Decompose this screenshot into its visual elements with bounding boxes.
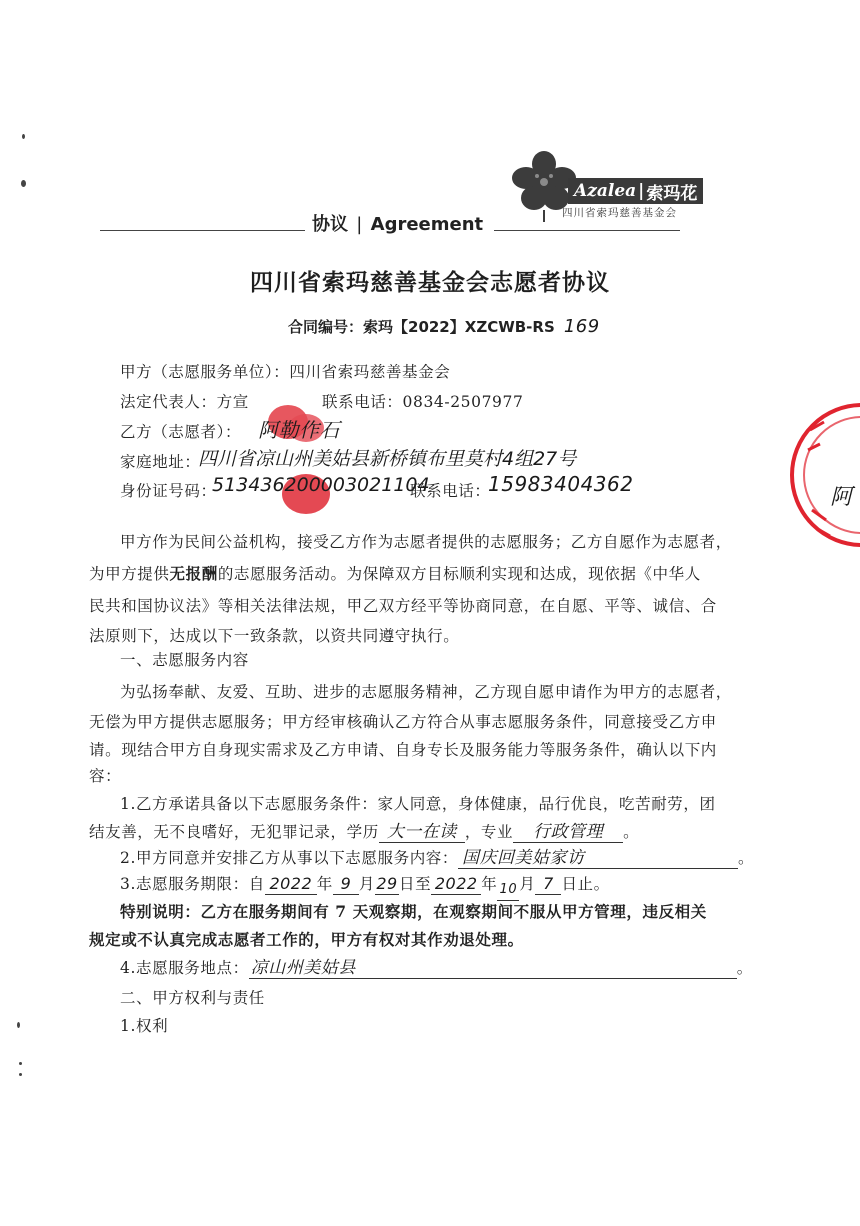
party-b-label: 乙方（志愿者）： (120, 423, 242, 441)
party-b-phone-handwritten: 15983404362 (488, 472, 634, 496)
binding-mark (22, 134, 25, 139)
legal-rep-value: 方宣 (216, 393, 249, 411)
item-1-line-2-pre: 结友善，无不良嗜好，无犯罪记录，学历 (89, 823, 379, 841)
logo-brand-latin: Azalea (574, 181, 637, 201)
right-edge-seal (790, 400, 860, 550)
item-1-line-2 (89, 822, 639, 843)
item-3-line (120, 874, 610, 901)
party-b-phone-label: 联系电话： (410, 482, 491, 500)
id-line (120, 481, 217, 501)
address-line (120, 452, 201, 472)
party-b-phone (410, 481, 491, 501)
intro-line-2 (89, 564, 701, 584)
section-1-para-line-2: 无偿为甲方提供志愿服务；甲方经审核确认乙方符合从事志愿服务条件，同意接受乙方申 (89, 713, 717, 731)
binding-mark (19, 1062, 22, 1065)
party-b-handwritten-name: 阿勒作石 (258, 418, 340, 442)
special-note-line-1: 特别说明：乙方在服务期间有 7 天观察期，在观察期间不服从甲方管理，违反相关 (120, 902, 707, 921)
section-1-para-line-1: 为弘扬奉献、友爱、互助、进步的志愿服务精神，乙方现自愿申请作为甲方的志愿者， (120, 683, 732, 701)
header-separator: | (356, 214, 363, 235)
section-2-heading: 二、甲方权利与责任 (120, 989, 265, 1007)
binding-mark (21, 180, 26, 187)
item-1-end: 。 (623, 823, 640, 841)
section-2-sub-1: 1.权利 (120, 1017, 169, 1035)
document-title: 四川省索玛慈善基金会志愿者协议 (250, 270, 610, 296)
binding-mark (17, 1022, 20, 1028)
header-section-en: Agreement (370, 214, 484, 235)
intro-line-3: 民共和国协议法》等相关法律法规，甲乙双方经平等协商同意，在自愿、平等、诚信、合 (89, 597, 717, 615)
right-edge-handwritten: 阿 (830, 485, 853, 510)
contract-number-line (288, 316, 600, 337)
party-a-value: 四川省索玛慈善基金会 (289, 363, 451, 381)
item-3-month-2-label: 月 (519, 875, 536, 893)
intro-line-1: 甲方作为民间公益机构，接受乙方作为志愿者提供的志愿服务；乙方自愿作为志愿者， (120, 533, 732, 551)
item-2-end: 。 (738, 849, 755, 867)
major-handwritten: 行政管理 (513, 822, 623, 843)
item-3-pre: 3.志愿服务期限：自 (120, 875, 265, 893)
item-3-end: 日止。 (561, 875, 610, 893)
item-1-line-1: 1.乙方承诺具备以下志愿服务条件：家人同意，身体健康，品行优良，吃苦耐劳，团 (120, 795, 716, 813)
party-a-label: 甲方（志愿服务单位）： (120, 363, 290, 381)
header-title (312, 210, 483, 236)
section-1-heading: 一、志愿服务内容 (120, 651, 249, 669)
legal-rep-line (120, 392, 249, 412)
item-4-pre: 4.志愿服务地点： (120, 959, 249, 977)
party-b-line (120, 422, 241, 442)
party-a-phone-label: 联系电话： (322, 393, 403, 411)
logo-separator: | (638, 181, 645, 201)
intro-line-4: 法原则下，达成以下一致条款，以资共同遵守执行。 (89, 627, 460, 645)
logo (510, 150, 700, 220)
service-content-handwritten: 国庆回美姑家访 (458, 848, 738, 869)
start-day-handwritten: 29 (376, 874, 398, 893)
party-a-phone (322, 392, 523, 412)
item-1-mid: ，专业 (464, 823, 514, 841)
address-handwritten: 四川省凉山州美姑县新桥镇布里莫村4组27号 (198, 448, 577, 470)
end-day-handwritten: 7 (535, 874, 561, 895)
item-3-year-2-label: 年 (481, 875, 498, 893)
logo-brand-box (568, 178, 703, 204)
contract-number-label: 合同编号：索玛【2022】XZCWB-RS (288, 318, 555, 336)
contract-number-handwritten: 169 (563, 316, 600, 337)
education-handwritten: 大一在读 (379, 822, 465, 843)
item-3-month-1-label: 月 (358, 875, 376, 893)
end-month-handwritten: 10 (497, 880, 519, 901)
special-note-line-2: 规定或不认真完成志愿者工作的，甲方有权对其作劝退处理。 (89, 930, 524, 949)
address-label: 家庭地址： (120, 453, 201, 471)
intro-line-2-post: 的志愿服务活动。为保障双方目标顺利实现和达成，现依据《中华人 (217, 565, 701, 583)
binding-mark (19, 1073, 22, 1076)
header-rule-right (494, 230, 680, 231)
start-month-handwritten: 9 (333, 874, 359, 895)
legal-rep-label: 法定代表人： (120, 393, 217, 411)
item-4-line (120, 958, 753, 979)
logo-brand-cn: 索玛花 (646, 183, 698, 204)
section-1-para-line-4: 容： (89, 767, 122, 785)
logo-org-name: 四川省索玛慈善基金会 (562, 207, 677, 219)
id-handwritten: 513436200003021104 (212, 474, 430, 496)
service-location-handwritten: 凉山州美姑县 (249, 958, 737, 979)
party-a-phone-value: 0834-2507977 (402, 393, 524, 411)
id-label: 身份证号码： (120, 482, 217, 500)
item-3-year-1-label: 年 (316, 875, 333, 893)
item-3-mid: 日至 (399, 875, 432, 893)
item-2-line (120, 848, 754, 869)
header-section-cn: 协议 (312, 214, 348, 235)
intro-line-2-pre: 为甲方提供 (89, 565, 170, 583)
intro-line-2-bold: 无报酬 (169, 564, 218, 583)
end-year-handwritten: 2022 (431, 874, 481, 895)
item-2-pre: 2.甲方同意并安排乙方从事以下志愿服务内容： (120, 849, 458, 867)
start-year-handwritten: 2022 (265, 874, 317, 895)
party-a-line (120, 362, 450, 382)
header-rule-left (100, 230, 305, 231)
item-4-end: 。 (736, 959, 753, 977)
section-1-para-line-3: 请。现结合甲方自身现实需求及乙方申请、自身专长及服务能力等服务条件，确认以下内 (89, 741, 717, 759)
